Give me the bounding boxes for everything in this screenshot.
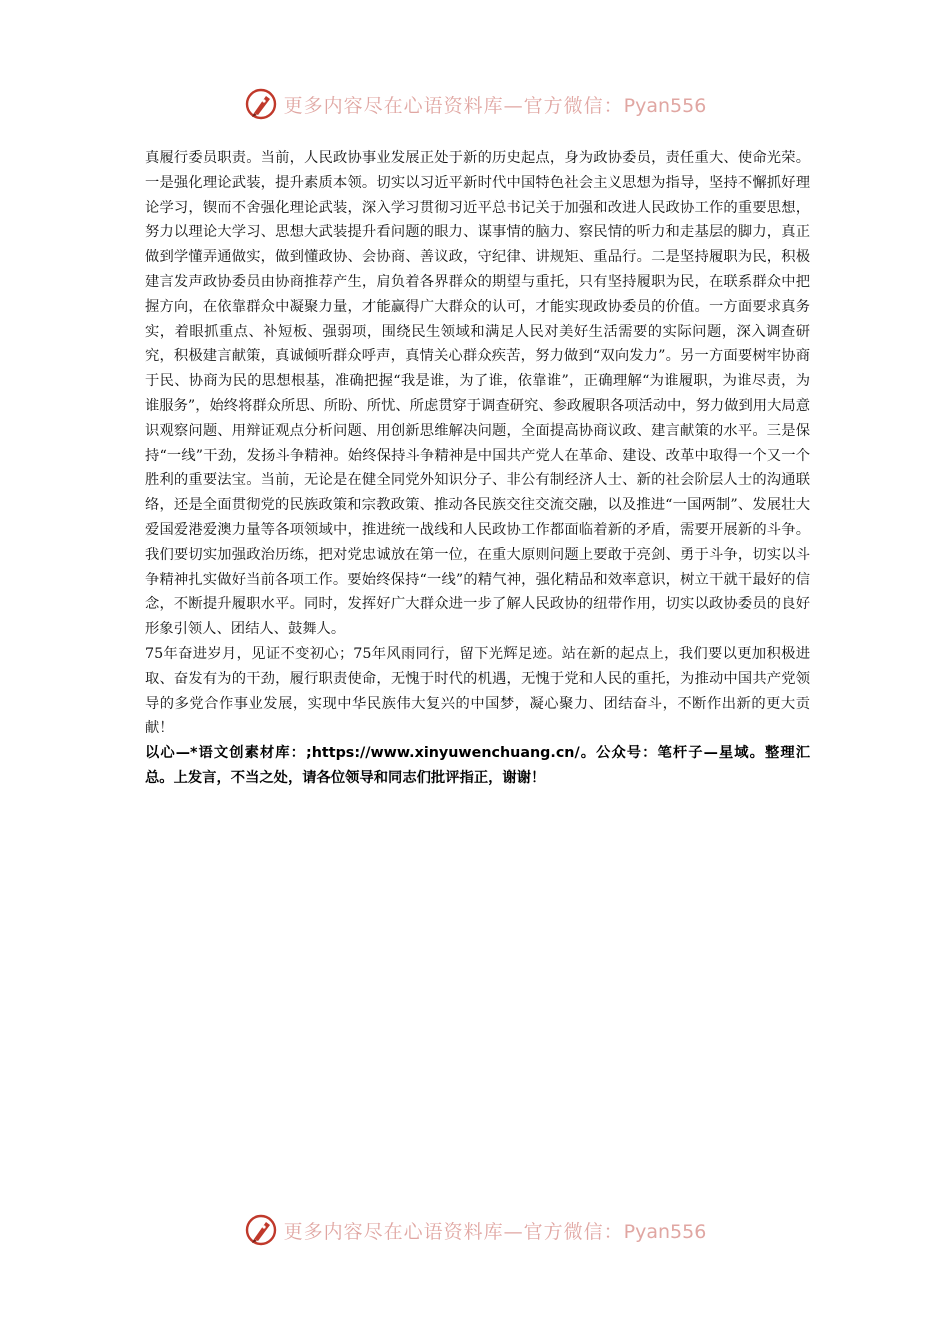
- watermark-text: 更多内容尽在心语资料库—官方微信：Pyan556: [283, 1220, 707, 1243]
- watermark-text: 更多内容尽在心语资料库—官方微信：Pyan556: [283, 94, 707, 117]
- pen-nib-circle-icon: [244, 1213, 278, 1247]
- header-watermark: [0, 84, 950, 124]
- body-paragraph-2: 75年奋进岁月，见证不变初心；75年风雨同行，留下光辉足迹。站在新的起点上，我们要以更加积极进取、奋发有为的干劲，履行职责使命，无愧于时代的机遇，无愧于党和人民的重托，为推动中国共产党领导的多党合作事业发展，实现中华民族伟大复兴的中国梦，凝心聚力、团结奋斗，不断作出新的更大贡献！: [145, 645, 810, 737]
- body-paragraph-1: 真履行委员职责。当前，人民政协事业发展正处于新的历史起点，身为政协委员，责任重大、使命光荣。一是强化理论武装，提升素质本领。切实以习近平新时代中国特色社会主义思想为指导，坚持不懈抓好理论学习，锲而不舍强化理论武装，深入学习贯彻习近平总书记关于加强和改进人民政协工作的重要思想，努力以理论大学习、思想大武装提升看问题的眼力、谋事情的脑力、察民情的听力和走基层的脚力，真正做到学懂弄通做实，做到懂政协、会协商、善议政，守纪律、讲规矩、重品行。二是坚持履职为民，积极建言发声政协委员由协商推荐产生，肩负着各界群众的期望与重托，只有坚持履职为民，在联系群众中把握方向，在依靠群众中凝聚力量，才能赢得广大群众的认可，才能实现政协委员的价值。一方面要求真务实，着眼抓重点、补短板、强弱项，围绕民生领域和满足人民对美好生活需要的实际问题，深入调查研究，积极建言献策，真诚倾听群众呼声，真情关心群众疾苦，努力做到“双向发力”。另一方面要树牢协商于民、协商为民的思想根基，准确把握“我是谁，为了谁，依靠谁”，正确理解“为谁履职，为谁尽责，为谁服务”，始终将群众所思、所盼、所忧、所虑贯穿于调查研究、参政履职各项活动中，努力做到用大局意识观察问题、用辩证观点分析问题、用创新思维解决问题，全面提高协商议政、建言献策的水平。三是保持“一线”干劲，发扬斗争精神。始终保持斗争精神是中国共产党人在革命、建设、改革中取得一个又一个胜利的重要法宝。当前，无论是在健全同党外知识分子、非公有制经济人士、新的社会阶层人士的沟通联络，还是全面贯彻党的民族政策和宗教政策、推动各民族交往交流交融，以及推进“一国两制”、发展壮大爱国爱港爱澳力量等各项领域中，推进统一战线和人民政协工作都面临着新的矛盾，需要开展新的斗争。我们要切实加强政治历练，把对党忠诚放在第一位，在重大原则问题上要敢于亮剑、勇于斗争，切实以斗争精神扎实做好当前各项工作。要始终保持“一线”的精气神，强化精品和效率意识，树立干就干最好的信念，不断提升履职水平。同时，发挥好广大群众进一步了解人民政协的纽带作用，切实以政协委员的良好形象引领人、团结人、鼓舞人。: [145, 150, 810, 638]
- document-body: [145, 146, 810, 791]
- footer-watermark: [0, 1210, 950, 1250]
- source-note: 以心—*语文创素材库：;https://www.xinyuwenchuang.cn/。公众号：笔杆子—星域。整理汇总。上发言，不当之处，请各位领导和同志们批评指正，谢谢！: [145, 745, 810, 786]
- pen-nib-circle-icon: [244, 87, 278, 121]
